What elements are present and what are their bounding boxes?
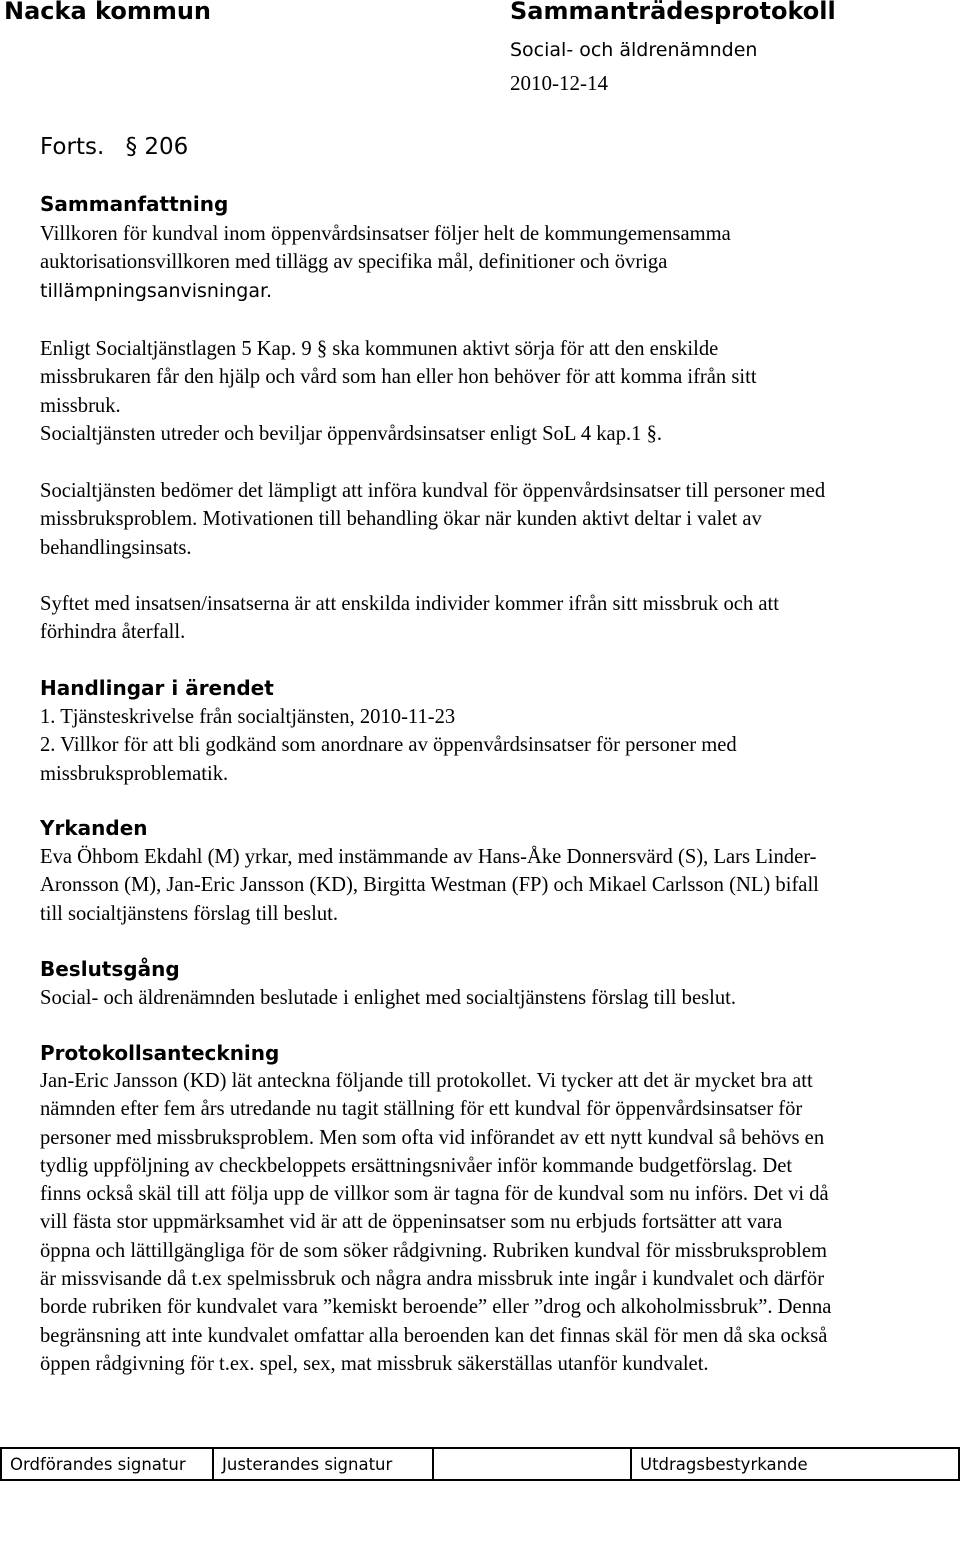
org-name: Nacka kommun bbox=[4, 0, 212, 25]
text-line: Eva Öhbom Ekdahl (M) yrkar, med instämmande av Hans-Åke Donnersvärd (S), Lars Linder- bbox=[40, 846, 817, 868]
text-line: Socialtjänsten bedömer det lämpligt att införa kundval för öppenvårdsinsatser till personer med bbox=[40, 480, 826, 502]
text-line: till socialtjänstens förslag till beslut. bbox=[40, 902, 338, 925]
document-type: Sammanträdesprotokoll bbox=[510, 0, 836, 25]
text-line: missbruksproblem. Motivationen till behandling ökar när kunden aktivt deltar i valet av bbox=[40, 508, 762, 531]
forts-label: Forts. bbox=[40, 134, 105, 160]
text-line: öppen rådgivning för t.ex. spel, sex, mat missbruk säkerställas utanför kundvalet. bbox=[40, 1352, 709, 1375]
text-line: Socialtjänsten utreder och beviljar öppenvårdsinsatser enligt SoL 4 kap.1 §. bbox=[40, 422, 663, 445]
list-item: 2. Villkor för att bli godkänd som anordnare av öppenvårdsinsatser för personer med bbox=[40, 734, 737, 757]
text-line: vill fästa stor uppmärksamhet vid är att de öppeninsatser som nu erbjuds fortsätter att vara bbox=[40, 1211, 783, 1234]
text-line: Social- och äldrenämnden beslutade i enlighet med socialtjänstens förslag till beslut. bbox=[40, 987, 736, 1009]
text-line: Enligt Socialtjänstlagen 5 Kap. 9 § ska kommunen aktivt sörja för att den enskilde bbox=[40, 338, 719, 360]
text-line: öppna och lättillgängliga för de som söker rådgivning. Rubriken kundval för missbruksproblem bbox=[40, 1239, 827, 1262]
heading-beslutsgang: Beslutsgång bbox=[40, 957, 180, 981]
signature-ordforande: Ordförandes signatur bbox=[1, 1448, 213, 1480]
signature-justerande: Justerandes signatur bbox=[213, 1448, 433, 1480]
heading-yrkanden: Yrkanden bbox=[40, 816, 148, 840]
paragraph-protokollsanteckning bbox=[40, 1067, 831, 1378]
heading-protokollsanteckning: Protokollsanteckning bbox=[40, 1041, 280, 1065]
document-list bbox=[40, 703, 737, 788]
paragraph-beslutsgang bbox=[40, 984, 736, 1012]
heading-sammanfattning: Sammanfattning bbox=[40, 192, 229, 216]
meeting-date: 2010-12-14 bbox=[510, 71, 608, 95]
section-number: 206 bbox=[144, 134, 189, 160]
signature-empty bbox=[433, 1448, 631, 1480]
text-line: begränsning att inte kundvalet omfattar alla beroenden kan det finnas skäl för men då ska också bbox=[40, 1324, 828, 1347]
text-line: borde rubriken för kundvalet vara ”kemiskt beroende” eller ”drog och alkoholmissbruk”. Denna bbox=[40, 1296, 832, 1319]
text-line: missbruk. bbox=[40, 394, 121, 417]
paragraph-summary-2 bbox=[40, 335, 757, 448]
text-line: personer med missbruksproblem. Men som ofta vid införandet av ett nytt kundval så behövs en bbox=[40, 1126, 825, 1149]
paragraph-summary-3 bbox=[40, 477, 825, 562]
section-sign: § bbox=[125, 134, 138, 160]
signature-table bbox=[0, 1447, 960, 1481]
text-line: Jan-Eric Jansson (KD) lät anteckna följande till protokollet. Vi tycker att det är mycket bra att bbox=[40, 1070, 813, 1092]
text-line: behandlingsinsats. bbox=[40, 536, 192, 559]
paragraph-summary-4 bbox=[40, 590, 779, 647]
text-line: finns också skäl till att följa upp de villkor som är tagna för de kundval som nu införs. Det vi då bbox=[40, 1183, 829, 1206]
text-line: Syftet med insatsen/insatserna är att enskilda individer kommer ifrån sitt missbruk och att bbox=[40, 593, 779, 615]
section-continuation bbox=[40, 134, 188, 160]
text-line: auktorisationsvillkoren med tillägg av specifika mål, definitioner och övriga bbox=[40, 251, 668, 274]
text-line: tydlig uppföljning av checkbeloppets ersättningsnivåer inför kommande budgetförslag. Det bbox=[40, 1154, 793, 1177]
text-line: missbrukaren får den hjälp och vård som han eller hon behöver för att komma ifrån sitt bbox=[40, 366, 757, 389]
text-line: är missvisande då t.ex spelmissbruk och några andra missbruk inte ingår i kundvalet och därför bbox=[40, 1268, 825, 1291]
text-line: nämnden efter fem års utredande nu tagit ställning för ett kundval för öppenvårdsinsatser för bbox=[40, 1098, 803, 1121]
heading-handlingar: Handlingar i ärendet bbox=[40, 676, 274, 700]
paragraph-summary-1 bbox=[40, 220, 731, 305]
signature-utdragsbestyrkande: Utdragsbestyrkande bbox=[631, 1448, 959, 1480]
text-line: Aronsson (M), Jan-Eric Jansson (KD), Birgitta Westman (FP) och Mikael Carlsson (NL) bifall bbox=[40, 874, 819, 897]
text-line: förhindra återfall. bbox=[40, 621, 186, 644]
list-item: 1. Tjänsteskrivelse från socialtjänsten, 2010-11-23 bbox=[40, 706, 456, 728]
text-line: Villkoren för kundval inom öppenvårdsinsatser följer helt de kommungemensamma bbox=[40, 223, 731, 245]
list-item: missbruksproblematik. bbox=[40, 762, 229, 785]
paragraph-yrkanden bbox=[40, 843, 819, 928]
board-name: Social- och äldrenämnden bbox=[510, 39, 758, 61]
text-line: tillämpningsanvisningar. bbox=[40, 279, 273, 302]
